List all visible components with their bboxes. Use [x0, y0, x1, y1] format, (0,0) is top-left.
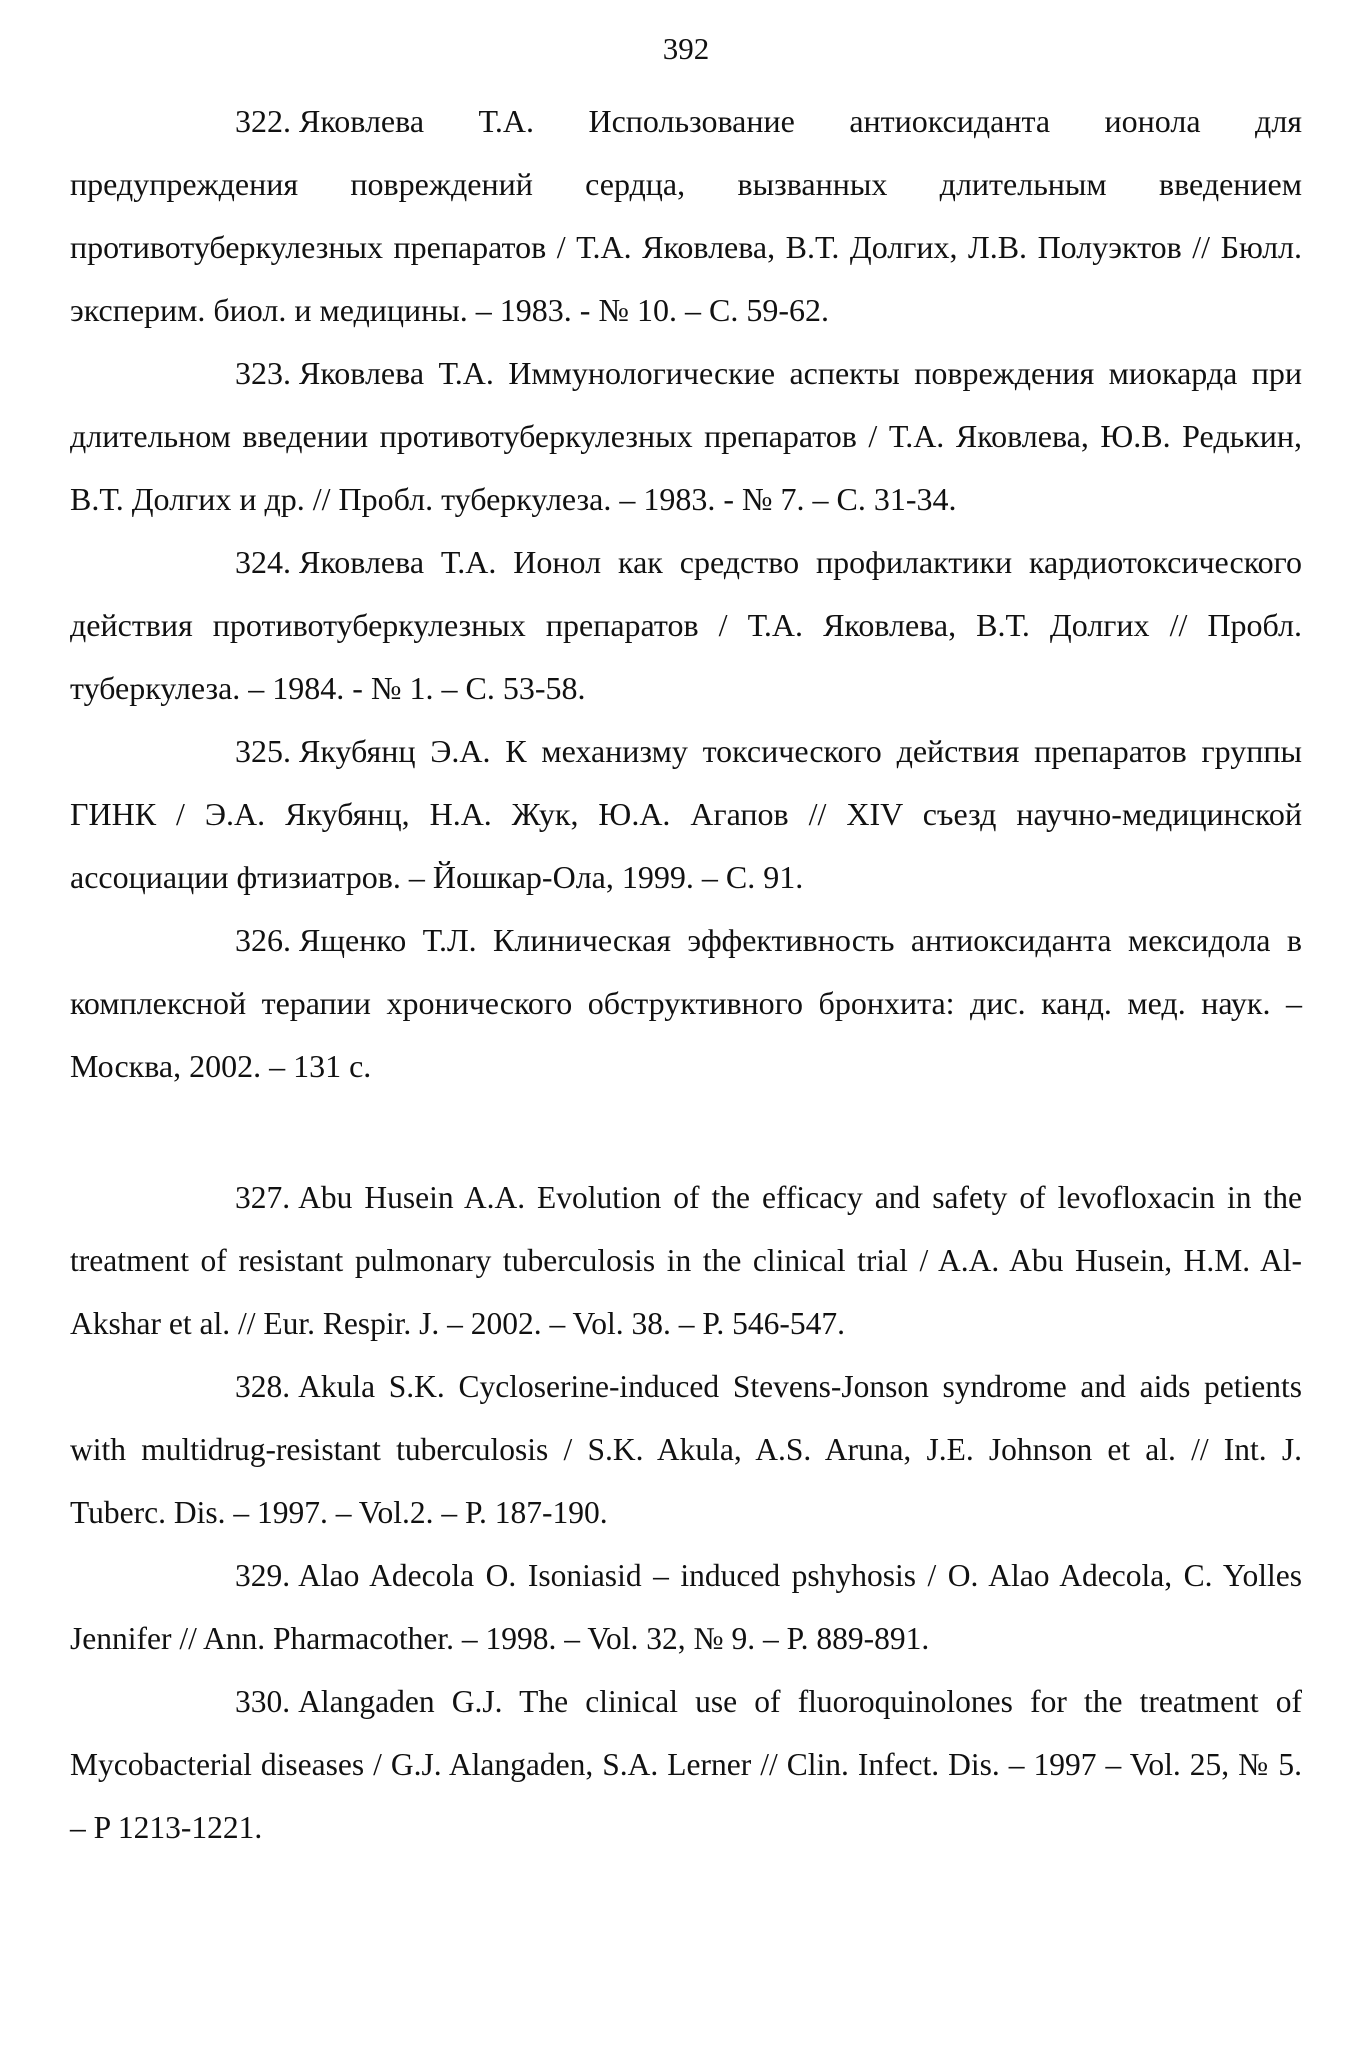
- reference-list: [70, 90, 1302, 1859]
- page-number: 392: [662, 31, 710, 66]
- reference-text: Ященко Т.Л. Клиническая эффективность антиоксиданта мексидола в комплексной терапии хронического обструктивного бронхита: дис. канд. мед. наук. – Москва, 2002. – 131 с.: [70, 922, 1302, 1084]
- reference-number: 324.: [235, 544, 291, 580]
- reference-item-329: [70, 1544, 1302, 1670]
- reference-number: 323.: [235, 355, 291, 391]
- reference-item-326: [70, 909, 1302, 1098]
- reference-item-325: [70, 720, 1302, 909]
- reference-number: 330.: [235, 1684, 291, 1719]
- reference-number: 322.: [235, 103, 291, 139]
- reference-text: Alao Adecola O. Isoniasid – induced pshyhosis / O. Alao Adecola, C. Yolles Jennifer // Ann. Pharmacother. – 1998. – Vol. 32, № 9. – P. 889-891.: [70, 1558, 1302, 1656]
- section-gap: [70, 1098, 1302, 1166]
- reference-number: 327.: [235, 1180, 291, 1215]
- reference-number: 328.: [235, 1369, 291, 1404]
- reference-text: Abu Husein A.A. Evolution of the efficacy and safety of levofloxacin in the treatment of resistant pulmonary tuberculosis in the clinical trial / A.A. Abu Husein, H.M. Al-Akshar et al. // Eur. Respir. J. – 2002. – Vol. 38. – P. 546-547.: [70, 1180, 1302, 1341]
- reference-text: Якубянц Э.А. К механизму токсического действия препаратов группы ГИНК / Э.А. Якубянц, Н.А. Жук, Ю.А. Агапов // XIV съезд научно-медицинской ассоциации фтизиатров. – Йошкар-Ола, 1999. – С. 91.: [70, 733, 1302, 895]
- reference-item-327: [70, 1166, 1302, 1355]
- reference-item-322: [70, 90, 1302, 342]
- reference-text: Яковлева Т.А. Использование антиоксиданта ионола для предупреждения повреждений сердца, вызванных длительным введением противотуберкулезных препаратов / Т.А. Яковлева, В.Т. Долгих, Л.В. Полуэктов // Бюлл. эксперим. биол. и медицины. – 1983. - № 10. – С. 59-62.: [70, 103, 1302, 328]
- reference-item-330: [70, 1670, 1302, 1859]
- reference-text: Яковлева Т.А. Ионол как средство профилактики кардиотоксического действия противотуберкулезных препаратов / Т.А. Яковлева, В.Т. Долгих // Пробл. туберкулеза. – 1984. - № 1. – С. 53-58.: [70, 544, 1302, 706]
- reference-text: Яковлева Т.А. Иммунологические аспекты повреждения миокарда при длительном введении противотуберкулезных препаратов / Т.А. Яковлева, Ю.В. Редькин, В.Т. Долгих и др. // Пробл. туберкулеза. – 1983. - № 7. – С. 31-34.: [70, 355, 1302, 517]
- reference-number: 326.: [235, 922, 291, 958]
- reference-item-328: [70, 1355, 1302, 1544]
- reference-text: Alangaden G.J. The clinical use of fluoroquinolones for the treatment of Mycobacterial diseases / G.J. Alangaden, S.A. Lerner // Clin. Infect. Dis. – 1997 – Vol. 25, № 5. – P 1213-1221.: [70, 1684, 1302, 1845]
- reference-item-324: [70, 531, 1302, 720]
- reference-number: 329.: [235, 1558, 291, 1593]
- reference-number: 325.: [235, 733, 291, 769]
- reference-text: Akula S.K. Cycloserine-induced Stevens-Jonson syndrome and aids petients with multidrug-resistant tuberculosis / S.K. Akula, A.S. Aruna, J.E. Johnson et al. // Int. J. Tuberc. Dis. – 1997. – Vol.2. – P. 187-190.: [70, 1369, 1302, 1530]
- reference-item-323: [70, 342, 1302, 531]
